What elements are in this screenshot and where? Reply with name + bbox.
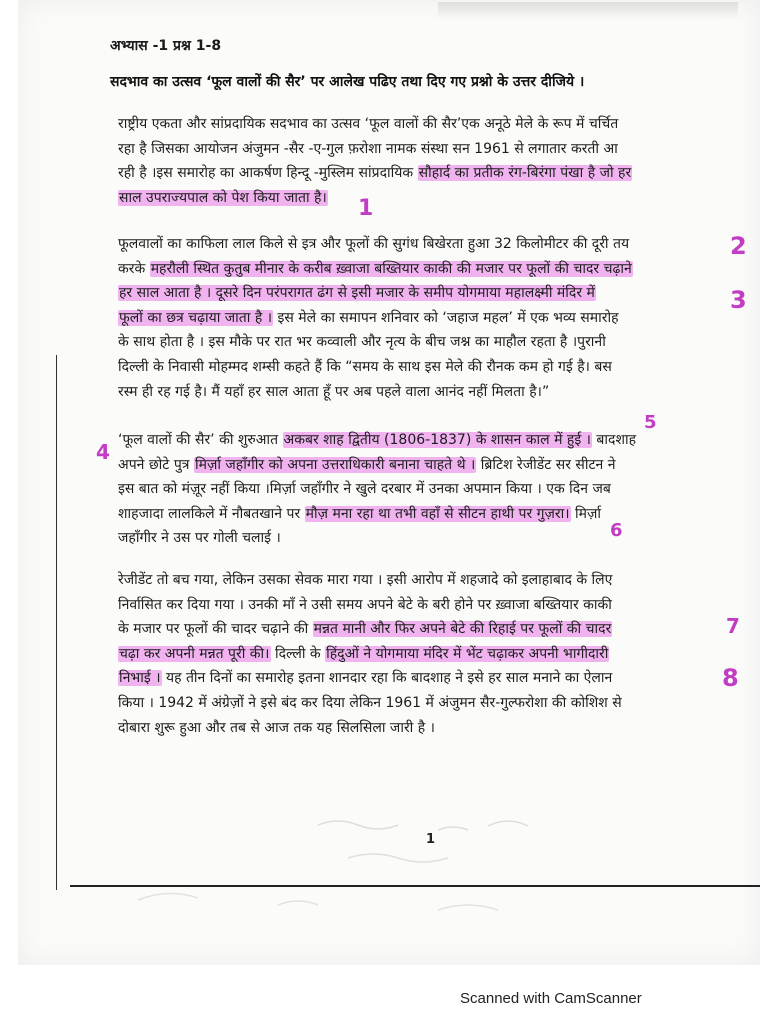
text-line: राष्ट्रीय एकता और सांप्रदायिक सदभाव का उत्सव ‘फूल वालों की सैर’एक अनूठे मेले के रूप में चर्चित [118, 116, 619, 132]
highlight: महरौली स्थित कुतुब मीनार के करीब ख़्वाजा बख्तियार काकी की मजार पर फूलों की चादर चढ़ाने [150, 260, 632, 277]
text-line: फूलवालों का काफिला लाल किले से इत्र और फूलों की सुगंध बिखेरता हुआ 32 किलोमीटर की दूरी तय [118, 236, 630, 252]
text-line: ‘फूल वालों की सैर’ की शुरुआत अकबर शाह द्वितीय (1806-1837) के शासन काल में हुई । बादशाह [118, 432, 637, 448]
pen-mark-3: 3 [730, 286, 747, 314]
text-line: शाहजादा लालकिले में नौबतखाने पर मौज़ मना रहा था तभी वहाँ से सीटन हाथी पर गुज़रा। मिर्ज़ा [118, 505, 602, 522]
pen-mark-7: 7 [726, 614, 740, 638]
text-line: दोबारा शुरू हुआ और तब से आज तक यह सिलसिला जारी है । [118, 719, 435, 736]
highlight: मिर्ज़ा जहाँगीर को अपना उत्तराधिकारी बनाना चाहते थे । [194, 456, 476, 473]
text-line: निभाई । यह तीन दिनों का समारोह इतना शानदार रहा कि बादशाह ने इसे हर साल मनाने का ऐलान [119, 670, 613, 687]
text-line [118, 186, 750, 211]
instruction-text: सदभाव का उत्सव ‘फूल वालों की सैर’ पर आलेख पढिए तथा दिए गए प्रश्नो के उत्तर दीजिये । [110, 74, 585, 90]
text-line: निर्वासित कर दिया गया । उनकी माँ ने उसी समय अपने बेटे के बरी होने पर ख़्वाजा बख्तियार काकी [118, 596, 612, 613]
page-number: 1 [426, 832, 436, 847]
paragraph-1 [118, 112, 750, 210]
pen-mark-1: 1 [358, 196, 374, 221]
bleed-through-shadow [438, 2, 738, 20]
paragraph-4 [118, 568, 750, 740]
text-line: चढ़ा कर अपनी मन्नत पूरी की। दिल्ली के हिंदुओं ने योगमाया मंदिर में भेंट चढ़ाकर अपनी भागीदारी [119, 645, 609, 662]
pen-mark-8: 8 [722, 664, 739, 692]
pen-mark-4: 4 [96, 440, 110, 464]
paragraph-2 [118, 232, 750, 404]
highlight: फूलों का छत्र चढ़ाया जाता है । [119, 309, 273, 326]
bottom-rule [70, 885, 760, 887]
text-line [118, 281, 750, 306]
highlight: मौज़ मना रहा था तभी वहाँ से सीटन हाथी पर गुज़रा। [305, 505, 570, 522]
text-line: के मजार पर फूलों की चादर चढ़ाने की मन्नत मानी और फिर अपने बेटे की रिहाई पर फूलों की चादर [118, 621, 612, 638]
text-line: करके महरौली स्थित कुतुब मीनार के करीब ख़्वाजा बख्तियार काकी की मजार पर फूलों की चादर चढ़ाने [118, 260, 632, 277]
pen-mark-2: 2 [730, 232, 747, 260]
highlight: निभाई । [119, 670, 161, 687]
text-line: रहा है जिसका आयोजन अंजुमन -सैर -ए-गुल फ़रोशा नामक संस्था सन 1961 से लगातार करती आ [118, 140, 618, 157]
text-line: रही है ।इस समारोह का आकर्षण हिन्दू -मुस्लिम सांप्रदायिक सौहार्द का प्रतीक रंग-बिरंगा पंखा है जो हर [118, 165, 632, 182]
text-line: जहाँगीर ने उस पर गोली चलाई । [118, 530, 281, 547]
highlight: सौहार्द का प्रतीक रंग-बिरंगा पंखा है जो हर [418, 165, 632, 182]
text-line: फूलों का छत्र चढ़ाया जाता है । इस मेले का समापन शनिवार को ‘जहाज महल’ में एक भव्य समारोह [119, 309, 619, 326]
camscanner-watermark: Scanned with CamScanner [460, 990, 642, 1007]
highlight: चढ़ा कर अपनी मन्नत पूरी की। [119, 645, 270, 662]
highlight: हिंदुओं ने योगमाया मंदिर में भेंट चढ़ाकर अपनी भागीदारी [326, 645, 609, 662]
text-line: रेजीडेंट तो बच गया, लेकिन उसका सेवक मारा गया । इसी आरोप में शहजादे को इलाहाबाद के लिए [118, 572, 613, 588]
text-line: इस बात को मंज़ूर नहीं किया ।मिर्ज़ा जहाँगीर ने खुले दरबार में उनका अपमान किया । एक दिन जब [118, 481, 611, 498]
highlight: अकबर शाह द्वितीय (1806-1837) के शासन काल में हुई । [283, 432, 591, 448]
text-line: दिल्ली के निवासी मोहम्मद शम्सी कहते हैं कि “समय के साथ इस मेले की रौनक कम हो गई है। बस [118, 358, 612, 375]
text-line: रस्म ही रह गई है। मैं यहाँ हर साल आता हूँ पर अब पहले वाला आनंद नहीं मिलता है।” [118, 383, 550, 400]
margin-rule [56, 355, 57, 890]
text-line: अपने छोटे पुत्र मिर्ज़ा जहाँगीर को अपना उत्तराधिकारी बनाना चाहते थे । ब्रिटिश रेजीडेंट सर सीटन ने [118, 456, 616, 473]
exercise-header: अभ्यास -1 प्रश्न 1-8 [110, 38, 222, 54]
text-line: के साथ होता है । इस मौके पर रात भर कव्वाली और नृत्य के बीच जश्न का माहौल रहता है ।पुरानी [118, 334, 606, 351]
text-line: किया । 1942 में अंग्रेज़ों ने इसे बंद कर दिया लेकिन 1961 में अंजुमन सैर-गुल्फरोशा की कोशिश से [118, 694, 622, 711]
highlight: साल उपराज्यपाल को पेश किया जाता है। [119, 189, 327, 206]
highlight: हर साल आता है । दूसरे दिन परंपरागत ढंग से इसी मजार के समीप योगमाया महालक्ष्मी मंदिर में [119, 285, 595, 302]
paragraph-3 [118, 428, 750, 551]
pen-mark-5: 5 [644, 412, 657, 433]
scanned-page [18, 0, 760, 965]
highlight: मन्नत मानी और फिर अपने बेटे की रिहाई पर फूलों की चादर [313, 621, 612, 638]
pen-mark-6: 6 [610, 520, 623, 541]
